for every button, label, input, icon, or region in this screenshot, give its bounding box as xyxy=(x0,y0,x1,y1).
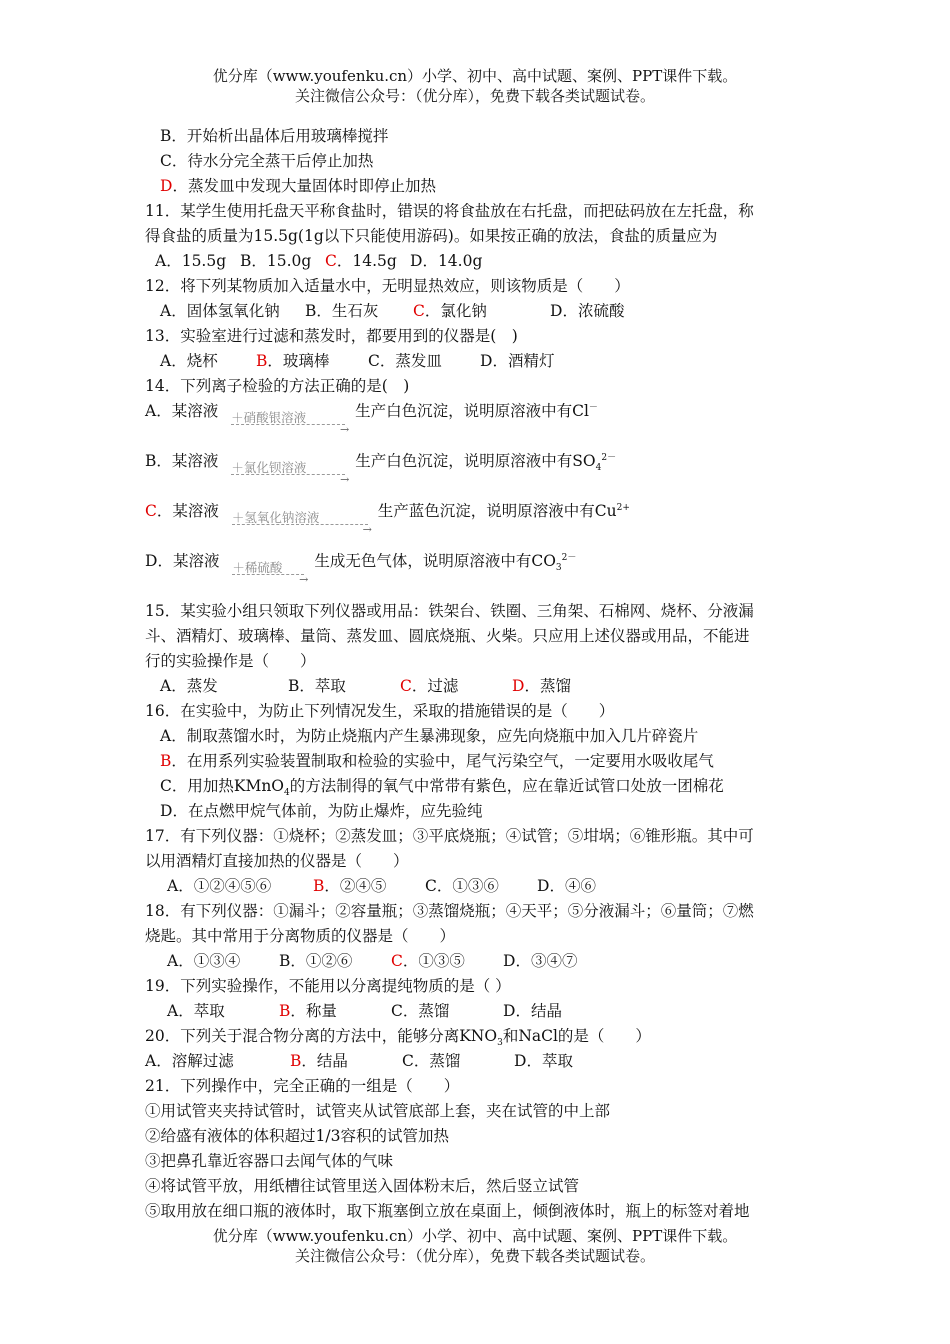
q20-options xyxy=(145,1049,815,1074)
q14-option-c: C．某溶液 ＋氢氧化钠溶液 → 生产蓝色沉淀，说明原溶液中有$Cu^{2+}$ xyxy=(145,499,815,549)
q17-stem-cont: 以用酒精灯直接加热的仪器是（ ） xyxy=(145,852,409,870)
answer-mark: B xyxy=(279,1002,291,1020)
q15-options xyxy=(145,674,815,699)
q11-stem-cont: 得食盐的质量为15.5g(1g以下只能使用游码)。如果按正确的放法，食盐的质量应为 xyxy=(145,227,718,245)
q21-item: ⑤取用放在细口瓶的液体时，取下瓶塞倒立放在桌面上，倾倒液体时，瓶上的标签对着地 xyxy=(145,1202,750,1220)
q21-stem: 21．下列操作中，完全正确的一组是（ ） xyxy=(145,1077,460,1095)
q11-options xyxy=(145,249,815,274)
q17-stem: 17．有下列仪器：①烧杯；②蒸发皿；③平底烧瓶；④试管；⑤坩埚；⑥锥形瓶。其中可 xyxy=(145,827,754,845)
q18-options xyxy=(145,949,815,974)
q11-option-c: C．14.5g xyxy=(325,252,397,270)
q15-option-c: C．过滤 xyxy=(400,677,459,695)
q15-option-d: D．蒸馏 xyxy=(512,677,571,695)
page-header xyxy=(0,66,950,106)
reaction-arrow: ＋氢氧化钠溶液 → xyxy=(231,510,372,536)
header-line-1: 优分库（www.youfenku.cn）小学、初中、高中试题、案例、PPT课件下载。 xyxy=(212,67,738,85)
q20-option-a: A．溶解过滤 xyxy=(145,1052,234,1070)
answer-mark: D xyxy=(160,177,173,195)
answer-mark: B xyxy=(160,752,172,770)
q13-option-a: A．烧杯 xyxy=(160,352,218,370)
q11-option-d: D．14.0g xyxy=(410,252,483,270)
q19-stem: 19．下列实验操作，不能用以分离提纯物质的是（ ） xyxy=(145,977,511,995)
q20-option-d: D．萃取 xyxy=(514,1052,573,1070)
reaction-arrow: ＋硝酸银溶液 → xyxy=(231,410,350,436)
q18-option-b: B．①②⑥ xyxy=(279,952,353,970)
footer-line-2: 关注微信公众号：（优分库），免费下载各类试题试卷。 xyxy=(294,1247,655,1265)
q12-option-c: C．氯化钠 xyxy=(413,302,487,320)
q16-option-d: D．在点燃甲烷气体前，为防止爆炸，应先验纯 xyxy=(160,802,483,820)
q11-stem: 11．某学生使用托盘天平称食盐时，错误的将食盐放在右托盘，而把砝码放在左托盘，称 xyxy=(145,202,754,220)
reaction-arrow: ＋稀硫酸 → xyxy=(232,560,309,586)
answer-mark: B xyxy=(256,352,268,370)
footer-line-1: 优分库（www.youfenku.cn）小学、初中、高中试题、案例、PPT课件下载。 xyxy=(212,1227,738,1245)
q12-option-a: A．固体氢氧化钠 xyxy=(160,302,280,320)
q12-option-d: D．浓硫酸 xyxy=(550,302,625,320)
q19-options xyxy=(145,999,815,1024)
q16-option-c: C．用加热KMnO$_4$的方法制得的氧气中常带有紫色，应在靠近试管口处放一团棉花 xyxy=(160,777,724,799)
q18-stem: 18．有下列仪器：①漏斗；②容量瓶；③蒸馏烧瓶；④天平；⑤分液漏斗；⑥量筒；⑦燃 xyxy=(145,902,754,920)
answer-mark: C xyxy=(145,502,157,520)
q13-option-b: B．玻璃棒 xyxy=(256,352,330,370)
q14-stem: 14．下列离子检验的方法正确的是( ) xyxy=(145,377,410,395)
q16-option-a: A．制取蒸馏水时，为防止烧瓶内产生暴沸现象，应先向烧瓶中加入几片碎瓷片 xyxy=(160,727,699,745)
q21-item: ④将试管平放，用纸槽往试管里送入固体粉末后，然后竖立试管 xyxy=(145,1177,580,1195)
q10-option-b: B．开始析出晶体后用玻璃棒搅拌 xyxy=(160,127,389,145)
page-footer xyxy=(0,1226,950,1266)
q18-option-c: C．①③⑤ xyxy=(391,952,465,970)
q19-option-c: C．蒸馏 xyxy=(391,1002,450,1020)
q20-option-c: C．蒸馏 xyxy=(402,1052,461,1070)
q20-option-b: B．结晶 xyxy=(290,1052,348,1070)
answer-mark: C xyxy=(413,302,425,320)
q15-option-b: B．萃取 xyxy=(288,677,346,695)
q20-stem: 20．下列关于混合物分离的方法中，能够分离$KNO_3$和NaCl的是（ ） xyxy=(145,1027,651,1049)
q14-option-b: B．某溶液 ＋氯化钡溶液 → 生产白色沉淀，说明原溶液中有$SO_4^{2-}$ xyxy=(145,449,815,499)
q11-option-a: A．15.5g xyxy=(155,252,227,270)
q21-item: ①用试管夹夹持试管时，试管夹从试管底部上套，夹在试管的中上部 xyxy=(145,1102,611,1120)
answer-mark: C xyxy=(325,252,337,270)
q12-stem: 12．将下列某物质加入适量水中，无明显热效应，则该物质是（ ） xyxy=(145,277,630,295)
q17-options xyxy=(145,874,815,899)
q13-option-c: C．蒸发皿 xyxy=(368,352,442,370)
q14-option-d: D．某溶液 ＋稀硫酸 → 生成无色气体，说明原溶液中有$CO_3^{2-}$ xyxy=(145,549,815,599)
q17-option-b: B．②④⑤ xyxy=(313,877,387,895)
q12-option-b: B．生石灰 xyxy=(305,302,379,320)
answer-mark: B xyxy=(290,1052,302,1070)
q21-item: ②给盛有液体的体积超过1/3容积的试管加热 xyxy=(145,1127,449,1145)
q17-option-d: D．④⑥ xyxy=(537,877,596,895)
q11-option-b: B．15.0g xyxy=(240,252,312,270)
answer-mark: C xyxy=(391,952,403,970)
q13-option-d: D．酒精灯 xyxy=(480,352,555,370)
q19-option-b: B．称量 xyxy=(279,1002,337,1020)
q13-stem: 13．实验室进行过滤和蒸发时，都要用到的仪器是( ) xyxy=(145,327,518,345)
q19-option-a: A．萃取 xyxy=(167,1002,225,1020)
answer-mark: B xyxy=(313,877,325,895)
q18-option-d: D．③④⑦ xyxy=(503,952,578,970)
header-line-2: 关注微信公众号：（优分库），免费下载各类试题试卷。 xyxy=(294,87,655,105)
q14-option-a: A．某溶液 ＋硝酸银溶液 → 生产白色沉淀，说明原溶液中有Cl－ xyxy=(145,399,815,449)
q17-option-a: A．①②④⑤⑥ xyxy=(167,877,272,895)
q12-options xyxy=(145,299,815,324)
q18-option-a: A．①③④ xyxy=(167,952,241,970)
q15-stem: 15．某实验小组只领取下列仪器或用品：铁架台、铁圈、三角架、石棉网、烧杯、分液漏 xyxy=(145,602,754,620)
reaction-arrow: ＋氯化钡溶液 → xyxy=(231,460,350,486)
answer-mark: C xyxy=(400,677,412,695)
q13-options xyxy=(145,349,815,374)
q18-stem-cont: 烧匙。其中常用于分离物质的仪器是（ ） xyxy=(145,927,456,945)
q19-option-d: D．结晶 xyxy=(503,1002,562,1020)
q15-stem-cont: 斗、酒精灯、玻璃棒、量筒、蒸发皿、圆底烧瓶、火柴。只应用上述仪器或用品，不能进 xyxy=(145,627,750,645)
q15-option-a: A．蒸发 xyxy=(160,677,218,695)
answer-mark: D xyxy=(512,677,525,695)
q16-stem: 16．在实验中，为防止下列情况发生，采取的措施错误的是（ ） xyxy=(145,702,615,720)
q15-stem-end: 行的实验操作是（ ） xyxy=(145,652,316,670)
q17-option-c: C．①③⑥ xyxy=(425,877,499,895)
exam-content xyxy=(145,124,815,1224)
q10-option-d: D．蒸发皿中发现大量固体时即停止加热 xyxy=(160,177,436,195)
q21-item: ③把鼻孔靠近容器口去闻气体的气味 xyxy=(145,1152,394,1170)
q16-option-b: B．在用系列实验装置制取和检验的实验中，尾气污染空气，一定要用水吸收尾气 xyxy=(160,752,714,770)
q10-option-c: C．待水分完全蒸干后停止加热 xyxy=(160,152,374,170)
